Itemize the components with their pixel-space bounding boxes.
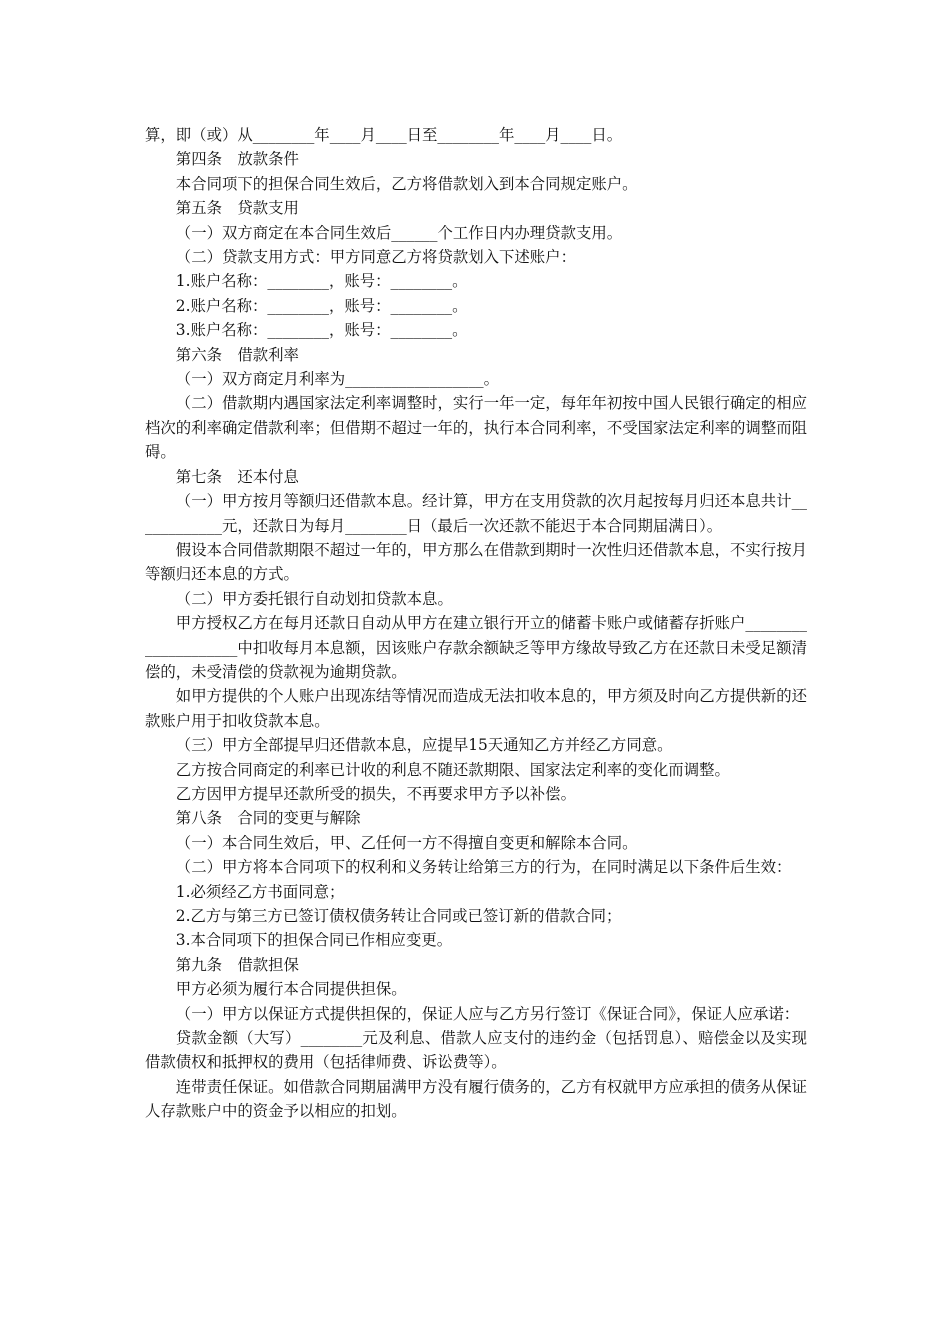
article-heading: 第九条 借款担保 [175, 955, 299, 974]
paragraph: （二）贷款支用方式：甲方同意乙方将贷款划入下述账户： [175, 248, 576, 267]
article-heading: 第七条 还本付息 [175, 467, 299, 486]
paragraph: （一）双方商定月利率为__________________。 [175, 370, 500, 389]
document-page [145, 123, 807, 1124]
paragraph: 如甲方提供的个人账户出现冻结等情况而造成无法扣收本息的，甲方须及时向乙方提供新的还款账户用于扣收贷款本息。 [145, 687, 807, 730]
paragraph: 3.本合同项下的担保合同已作相应变更。 [175, 931, 453, 950]
paragraph: （一）本合同生效后，甲、乙任何一方不得擅自变更和解除本合同。 [175, 833, 638, 852]
article-heading: 第四条 放款条件 [175, 150, 299, 169]
paragraph: 甲方授权乙方在每月还款日自动从甲方在建立银行开立的储蓄卡账户或储蓄存折账户____________________中扣收每月本息额，因该账户存款余额缺乏等甲方缘故导致乙方在还款日未受足额清偿的，未受清偿的贷款视为逾期贷款。 [145, 614, 807, 681]
article-heading: 第八条 合同的变更与解除 [175, 809, 361, 828]
paragraph: 甲方必须为履行本合同提供担保。 [175, 980, 407, 999]
paragraph: 本合同项下的担保合同生效后，乙方将借款划入到本合同规定账户。 [175, 174, 638, 193]
paragraph: 算，即（或）从________年____月____日至________年____月____日。 [145, 126, 623, 144]
article-heading: 第五条 贷款支用 [175, 199, 299, 218]
paragraph: 2.乙方与第三方已签订债权债务转让合同或已签订新的借款合同； [175, 907, 622, 925]
paragraph: 假设本合同借款期限不超过一年的，甲方那么在借款到期时一次性归还借款本息，不实行按月等额归还本息的方式。 [145, 540, 807, 584]
paragraph: （二）借款期内遇国家法定利率调整时，实行一年一定，每年年初按中国人民银行确定的相应档次的利率确定借款利率；但借期不超过一年的，执行本合同利率，不受国家法定利率的调整而阻碍。 [145, 394, 807, 462]
paragraph: （一）甲方以保证方式提供担保的，保证人应与乙方另行签订《保证合同》，保证人应承诺： [175, 1004, 800, 1023]
paragraph: （二）甲方委托银行自动划扣贷款本息。 [175, 589, 453, 608]
paragraph: （一）甲方按月等额归还借款本息。经计算，甲方在支用贷款的次月起按每月归还本息共计____________元，还款日为每月________日（最后一次还款不能迟于本合同期届满日）。 [145, 492, 807, 535]
article-heading: 第六条 借款利率 [175, 345, 299, 364]
paragraph: 乙方按合同商定的利率已计收的利息不随还款期限、国家法定利率的变化而调整。 [175, 760, 730, 779]
paragraph: 3.账户名称：________，账号：________。 [175, 321, 468, 340]
paragraph: 贷款金额（大写）________元及利息、借款人应支付的违约金（包括罚息）、赔偿金以及实现借款债权和抵押权的费用（包括律师费、诉讼费等）。 [145, 1029, 807, 1072]
paragraph: （二）甲方将本合同项下的权利和义务转让给第三方的行为，在同时满足以下条件后生效： [175, 858, 792, 877]
paragraph: 1.必须经乙方书面同意； [175, 882, 345, 901]
paragraph: 1.账户名称：________，账号：________。 [175, 272, 468, 291]
paragraph: （三）甲方全部提早归还借款本息，应提早15天通知乙方并经乙方同意。 [175, 736, 673, 755]
paragraph: 乙方因甲方提早还款所受的损失，不再要求甲方予以补偿。 [175, 784, 576, 803]
paragraph: 连带责任保证。如借款合同期届满甲方没有履行债务的，乙方有权就甲方应承担的债务从保证人存款账户中的资金予以相应的扣划。 [145, 1077, 807, 1121]
paragraph: （一）双方商定在本合同生效后______个工作日内办理贷款支用。 [175, 223, 623, 242]
paragraph: 2.账户名称：________，账号：________。 [175, 296, 468, 315]
